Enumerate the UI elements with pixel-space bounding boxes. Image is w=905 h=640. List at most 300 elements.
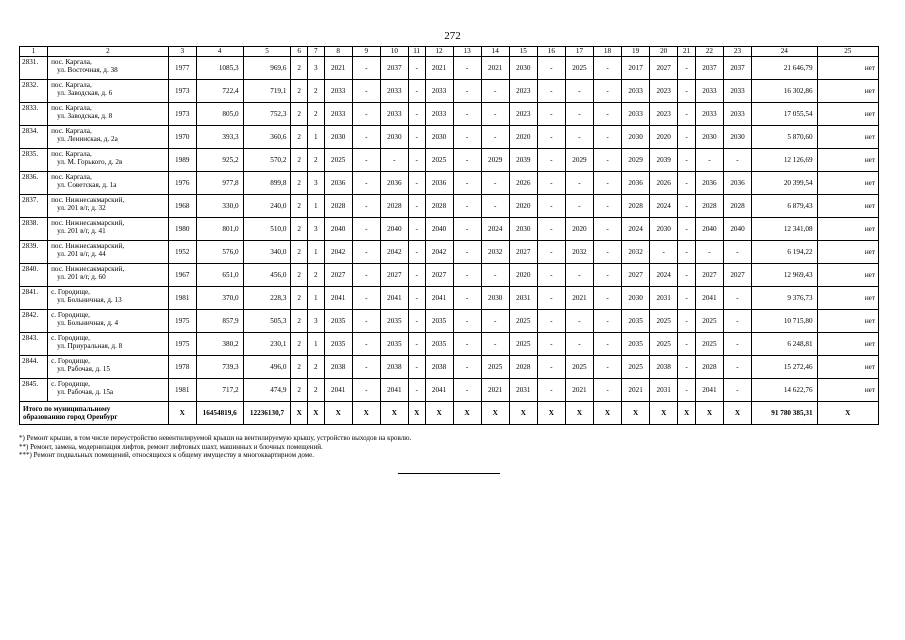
cell-year: 1975 xyxy=(168,310,196,333)
column-header: 17 xyxy=(565,47,593,57)
cell-c16: - xyxy=(537,287,565,310)
cell-c10: 2027 xyxy=(380,264,408,287)
cell-c19: 2030 xyxy=(622,126,650,149)
address-street: ул. Приуральная, д. 8 xyxy=(57,342,123,351)
total-x-mark: X xyxy=(723,402,751,425)
address-locality: пос. Каргала, xyxy=(51,81,92,89)
cell-c17: - xyxy=(565,80,593,103)
cell-c23: - xyxy=(723,356,751,379)
cell-c8: 2025 xyxy=(324,149,352,172)
cell-c18: - xyxy=(593,356,621,379)
column-header: 6 xyxy=(291,47,308,57)
cell-c15: 2026 xyxy=(509,172,537,195)
cell-c23: - xyxy=(723,379,751,402)
table-row xyxy=(20,218,879,241)
cell-cost: 6 879,43 xyxy=(752,195,818,218)
address-locality: пос. Нижнесакмарский, xyxy=(51,219,125,227)
cell-floors: 2 xyxy=(291,287,308,310)
cell-area-total: 380,2 xyxy=(196,333,243,356)
cell-c10: 2040 xyxy=(380,218,408,241)
cell-c12: 2041 xyxy=(425,287,453,310)
cell-entrances: 2 xyxy=(308,356,325,379)
row-number: 2843. xyxy=(20,333,48,356)
column-header: 18 xyxy=(593,47,621,57)
cell-c14: - xyxy=(481,172,509,195)
address-locality: пос. Нижнесакмарский, xyxy=(51,242,125,250)
cell-entrances: 1 xyxy=(308,333,325,356)
column-header: 24 xyxy=(752,47,818,57)
cell-c15: 2025 xyxy=(509,310,537,333)
cell-c12: 2035 xyxy=(425,333,453,356)
cell-c10: 2041 xyxy=(380,379,408,402)
row-number: 2833. xyxy=(20,103,48,126)
cell-year: 1981 xyxy=(168,379,196,402)
table-row xyxy=(20,241,879,264)
cell-entrances: 1 xyxy=(308,241,325,264)
column-header: 14 xyxy=(481,47,509,57)
housing-repair-table xyxy=(19,46,879,425)
cell-c22: 2027 xyxy=(695,264,723,287)
cell-c19: 2036 xyxy=(622,172,650,195)
cell-c8: 2033 xyxy=(324,80,352,103)
table-row xyxy=(20,264,879,287)
cell-c8: 2030 xyxy=(324,126,352,149)
cell-area-res: 240,0 xyxy=(243,195,291,218)
cell-area-res: 340,0 xyxy=(243,241,291,264)
total-area-total: 16454819,6 xyxy=(196,402,243,425)
total-c3: X xyxy=(168,402,196,425)
cell-area-total: 1085,3 xyxy=(196,57,243,80)
table-row xyxy=(20,126,879,149)
cell-c19: 2035 xyxy=(622,310,650,333)
cell-c14: 2032 xyxy=(481,241,509,264)
cell-flag: нет xyxy=(817,149,878,172)
cell-floors: 2 xyxy=(291,149,308,172)
cell-c17: - xyxy=(565,172,593,195)
cell-entrances: 3 xyxy=(308,57,325,80)
cell-floors: 2 xyxy=(291,333,308,356)
cell-c11: - xyxy=(408,287,425,310)
cell-c13: - xyxy=(453,103,481,126)
column-header: 9 xyxy=(352,47,380,57)
cell-c20: 2027 xyxy=(650,57,678,80)
cell-c8: 2021 xyxy=(324,57,352,80)
total-x-mark: X xyxy=(622,402,650,425)
cell-c21: - xyxy=(678,379,696,402)
cell-cost: 17 055,54 xyxy=(752,103,818,126)
column-number-row xyxy=(20,47,879,57)
total-x-mark: X xyxy=(537,402,565,425)
cell-area-total: 330,0 xyxy=(196,195,243,218)
cell-area-res: 510,0 xyxy=(243,218,291,241)
total-label-line1: Итого по муниципальному xyxy=(23,404,111,413)
total-x-mark: X xyxy=(291,402,308,425)
cell-flag: нет xyxy=(817,333,878,356)
cell-flag: нет xyxy=(817,103,878,126)
cell-area-res: 474,9 xyxy=(243,379,291,402)
cell-year: 1977 xyxy=(168,57,196,80)
cell-c16: - xyxy=(537,57,565,80)
cell-c14: 2021 xyxy=(481,379,509,402)
address-locality: пос. Нижнесакмарский, xyxy=(51,196,125,204)
cell-c22: 2033 xyxy=(695,103,723,126)
cell-floors: 2 xyxy=(291,356,308,379)
cell-c12: 2038 xyxy=(425,356,453,379)
address-street: ул. 201 в/г, д. 44 xyxy=(57,250,106,259)
address-cell xyxy=(48,218,169,241)
row-number: 2845. xyxy=(20,379,48,402)
total-x-mark: X xyxy=(593,402,621,425)
cell-c8: 2036 xyxy=(324,172,352,195)
cell-c16: - xyxy=(537,218,565,241)
cell-c18: - xyxy=(593,57,621,80)
address-street: ул. Рабочая, д. 15 xyxy=(57,365,110,374)
column-header: 4 xyxy=(196,47,243,57)
cell-c12: 2027 xyxy=(425,264,453,287)
cell-flag: нет xyxy=(817,57,878,80)
row-number: 2834. xyxy=(20,126,48,149)
cell-floors: 2 xyxy=(291,172,308,195)
cell-c18: - xyxy=(593,172,621,195)
cell-c20: 2020 xyxy=(650,126,678,149)
address-cell xyxy=(48,379,169,402)
cell-c11: - xyxy=(408,310,425,333)
address-street: ул. Заводская, д. 6 xyxy=(57,89,113,98)
cell-c20: 2039 xyxy=(650,149,678,172)
cell-c10: 2037 xyxy=(380,57,408,80)
cell-entrances: 2 xyxy=(308,379,325,402)
column-header: 11 xyxy=(408,47,425,57)
cell-cost: 6 248,81 xyxy=(752,333,818,356)
cell-c19: 2035 xyxy=(622,333,650,356)
cell-c12: 2028 xyxy=(425,195,453,218)
address-cell xyxy=(48,57,169,80)
cell-c9: - xyxy=(352,172,380,195)
cell-c18: - xyxy=(593,80,621,103)
footnotes xyxy=(19,434,879,460)
cell-c21: - xyxy=(678,333,696,356)
cell-c16: - xyxy=(537,241,565,264)
cell-floors: 2 xyxy=(291,57,308,80)
cell-c19: 2027 xyxy=(622,264,650,287)
table-row xyxy=(20,103,879,126)
cell-c12: 2033 xyxy=(425,103,453,126)
cell-floors: 2 xyxy=(291,195,308,218)
row-number: 2840. xyxy=(20,264,48,287)
address-street: ул. 201 в/г, д. 32 xyxy=(57,204,106,213)
cell-c21: - xyxy=(678,172,696,195)
address-cell xyxy=(48,195,169,218)
address-locality: с. Городище, xyxy=(51,357,90,365)
cell-c22: - xyxy=(695,241,723,264)
cell-c23: 2028 xyxy=(723,195,751,218)
address-street: ул. Советская, д. 1а xyxy=(57,181,117,190)
cell-year: 1981 xyxy=(168,287,196,310)
address-cell xyxy=(48,333,169,356)
cell-c23: 2033 xyxy=(723,103,751,126)
cell-c22: 2041 xyxy=(695,379,723,402)
row-number: 2838. xyxy=(20,218,48,241)
cell-c15: 2023 xyxy=(509,103,537,126)
cell-c22: 2037 xyxy=(695,57,723,80)
cell-c14: 2029 xyxy=(481,149,509,172)
cell-c8: 2027 xyxy=(324,264,352,287)
cell-c8: 2033 xyxy=(324,103,352,126)
row-number: 2835. xyxy=(20,149,48,172)
cell-c10: 2028 xyxy=(380,195,408,218)
cell-c14: - xyxy=(481,264,509,287)
cell-c10: 2030 xyxy=(380,126,408,149)
cell-c9: - xyxy=(352,241,380,264)
table-row xyxy=(20,195,879,218)
end-rule xyxy=(398,473,500,474)
total-x-mark: X xyxy=(352,402,380,425)
cell-c14: 2021 xyxy=(481,57,509,80)
cell-c15: 2030 xyxy=(509,57,537,80)
cell-c17: 2032 xyxy=(565,241,593,264)
cell-c15: 2020 xyxy=(509,264,537,287)
cell-c8: 2041 xyxy=(324,379,352,402)
cell-area-total: 925,2 xyxy=(196,149,243,172)
table-row xyxy=(20,310,879,333)
cell-area-res: 752,3 xyxy=(243,103,291,126)
cell-c9: - xyxy=(352,356,380,379)
address-cell xyxy=(48,172,169,195)
table-row xyxy=(20,149,879,172)
row-number: 2844. xyxy=(20,356,48,379)
total-x-mark: X xyxy=(650,402,678,425)
cell-c16: - xyxy=(537,195,565,218)
cell-c23: - xyxy=(723,241,751,264)
cell-c21: - xyxy=(678,218,696,241)
column-header: 20 xyxy=(650,47,678,57)
cell-c14: 2025 xyxy=(481,356,509,379)
table-row xyxy=(20,172,879,195)
cell-c20: 2023 xyxy=(650,103,678,126)
cell-c18: - xyxy=(593,310,621,333)
cell-c8: 2042 xyxy=(324,241,352,264)
cell-c13: - xyxy=(453,333,481,356)
total-c25: X xyxy=(817,402,878,425)
cell-c20: - xyxy=(650,241,678,264)
address-locality: пос. Каргала, xyxy=(51,127,92,135)
cell-c22: 2036 xyxy=(695,172,723,195)
cell-floors: 2 xyxy=(291,310,308,333)
cell-c13: - xyxy=(453,356,481,379)
cell-area-res: 505,3 xyxy=(243,310,291,333)
cell-c15: 2039 xyxy=(509,149,537,172)
cell-c10: 2033 xyxy=(380,103,408,126)
cell-c19: 2033 xyxy=(622,103,650,126)
address-locality: пос. Каргала, xyxy=(51,58,92,66)
cell-area-total: 651,0 xyxy=(196,264,243,287)
cell-year: 1973 xyxy=(168,103,196,126)
cell-area-res: 570,2 xyxy=(243,149,291,172)
cell-c23: 2030 xyxy=(723,126,751,149)
table-row xyxy=(20,287,879,310)
cell-c18: - xyxy=(593,287,621,310)
address-locality: с. Городище, xyxy=(51,380,90,388)
total-x-mark: X xyxy=(678,402,696,425)
cell-c14: - xyxy=(481,333,509,356)
cell-c9: - xyxy=(352,80,380,103)
cell-area-total: 739,3 xyxy=(196,356,243,379)
cell-c22: 2033 xyxy=(695,80,723,103)
row-number: 2836. xyxy=(20,172,48,195)
cell-c8: 2041 xyxy=(324,287,352,310)
cell-c17: - xyxy=(565,195,593,218)
cell-c21: - xyxy=(678,57,696,80)
cell-c19: 2029 xyxy=(622,149,650,172)
total-area-res: 12236130,7 xyxy=(243,402,291,425)
cell-flag: нет xyxy=(817,310,878,333)
cell-c17: - xyxy=(565,333,593,356)
row-number: 2831. xyxy=(20,57,48,80)
address-street: ул. Рабочая, д. 15а xyxy=(57,388,114,397)
cell-c21: - xyxy=(678,356,696,379)
cell-c12: 2021 xyxy=(425,57,453,80)
cell-c15: 2031 xyxy=(509,287,537,310)
cell-c12: 2025 xyxy=(425,149,453,172)
cell-c21: - xyxy=(678,80,696,103)
cell-c17: - xyxy=(565,264,593,287)
cell-c20: 2024 xyxy=(650,264,678,287)
cell-floors: 2 xyxy=(291,126,308,149)
cell-year: 1967 xyxy=(168,264,196,287)
column-header: 22 xyxy=(695,47,723,57)
cell-c11: - xyxy=(408,264,425,287)
cell-area-total: 801,0 xyxy=(196,218,243,241)
column-header: 21 xyxy=(678,47,696,57)
cell-flag: нет xyxy=(817,172,878,195)
cell-c20: 2023 xyxy=(650,80,678,103)
cell-c9: - xyxy=(352,126,380,149)
cell-c18: - xyxy=(593,195,621,218)
cell-c21: - xyxy=(678,103,696,126)
cell-c17: - xyxy=(565,126,593,149)
total-x-mark: X xyxy=(565,402,593,425)
column-header: 8 xyxy=(324,47,352,57)
cell-c18: - xyxy=(593,333,621,356)
cell-c14: - xyxy=(481,126,509,149)
cell-floors: 2 xyxy=(291,241,308,264)
column-header: 7 xyxy=(308,47,325,57)
cell-entrances: 1 xyxy=(308,195,325,218)
row-number: 2842. xyxy=(20,310,48,333)
table-row xyxy=(20,57,879,80)
cell-c8: 2038 xyxy=(324,356,352,379)
address-locality: пос. Каргала, xyxy=(51,173,92,181)
cell-c18: - xyxy=(593,218,621,241)
cell-c23: 2037 xyxy=(723,57,751,80)
cell-c22: 2025 xyxy=(695,333,723,356)
cell-c9: - xyxy=(352,195,380,218)
cell-c19: 2028 xyxy=(622,195,650,218)
cell-c21: - xyxy=(678,287,696,310)
cell-c16: - xyxy=(537,103,565,126)
cell-cost: 6 194,22 xyxy=(752,241,818,264)
cell-c13: - xyxy=(453,80,481,103)
cell-c14: - xyxy=(481,195,509,218)
cell-floors: 2 xyxy=(291,218,308,241)
cell-c18: - xyxy=(593,379,621,402)
cell-c23: - xyxy=(723,287,751,310)
cell-c9: - xyxy=(352,310,380,333)
column-header: 25 xyxy=(817,47,878,57)
cell-cost: 9 376,73 xyxy=(752,287,818,310)
address-cell xyxy=(48,356,169,379)
column-header: 3 xyxy=(168,47,196,57)
cell-c11: - xyxy=(408,333,425,356)
cell-entrances: 2 xyxy=(308,149,325,172)
cell-c22: 2040 xyxy=(695,218,723,241)
cell-year: 1975 xyxy=(168,333,196,356)
cell-area-res: 456,0 xyxy=(243,264,291,287)
cell-area-total: 977,8 xyxy=(196,172,243,195)
cell-c15: 2030 xyxy=(509,218,537,241)
cell-c12: 2035 xyxy=(425,310,453,333)
cell-c19: 2030 xyxy=(622,287,650,310)
cell-year: 1952 xyxy=(168,241,196,264)
address-street: ул. Больничная, д. 4 xyxy=(57,319,119,328)
cell-flag: нет xyxy=(817,195,878,218)
cell-c23: 2033 xyxy=(723,80,751,103)
cell-c8: 2028 xyxy=(324,195,352,218)
address-street: ул. 201 в/г, д. 41 xyxy=(57,227,106,236)
address-street: ул. Заводская, д. 8 xyxy=(57,112,113,121)
cell-flag: нет xyxy=(817,379,878,402)
cell-c16: - xyxy=(537,172,565,195)
total-x-mark: X xyxy=(481,402,509,425)
cell-year: 1978 xyxy=(168,356,196,379)
cell-entrances: 2 xyxy=(308,264,325,287)
cell-c9: - xyxy=(352,264,380,287)
cell-c15: 2023 xyxy=(509,80,537,103)
cell-c14: - xyxy=(481,80,509,103)
cell-cost: 5 870,60 xyxy=(752,126,818,149)
cell-c15: 2031 xyxy=(509,379,537,402)
cell-area-total: 722,4 xyxy=(196,80,243,103)
cell-c19: 2024 xyxy=(622,218,650,241)
row-number: 2841. xyxy=(20,287,48,310)
cell-flag: нет xyxy=(817,264,878,287)
total-label xyxy=(20,402,169,425)
address-locality: с. Городище, xyxy=(51,334,90,342)
cell-c11: - xyxy=(408,172,425,195)
cell-c8: 2035 xyxy=(324,333,352,356)
cell-cost: 12 341,08 xyxy=(752,218,818,241)
address-cell xyxy=(48,149,169,172)
cell-year: 1968 xyxy=(168,195,196,218)
cell-c14: 2030 xyxy=(481,287,509,310)
cell-c10: 2041 xyxy=(380,287,408,310)
cell-c9: - xyxy=(352,218,380,241)
address-cell xyxy=(48,241,169,264)
column-header: 15 xyxy=(509,47,537,57)
address-cell xyxy=(48,80,169,103)
cell-area-total: 805,0 xyxy=(196,103,243,126)
cell-area-res: 969,6 xyxy=(243,57,291,80)
cell-c23: - xyxy=(723,333,751,356)
row-number: 2832. xyxy=(20,80,48,103)
table-row xyxy=(20,80,879,103)
column-header: 10 xyxy=(380,47,408,57)
address-locality: с. Городище, xyxy=(51,311,90,319)
cell-c22: - xyxy=(695,149,723,172)
address-street: ул. Больничная, д. 13 xyxy=(57,296,122,305)
column-header: 1 xyxy=(20,47,48,57)
cell-c19: 2032 xyxy=(622,241,650,264)
